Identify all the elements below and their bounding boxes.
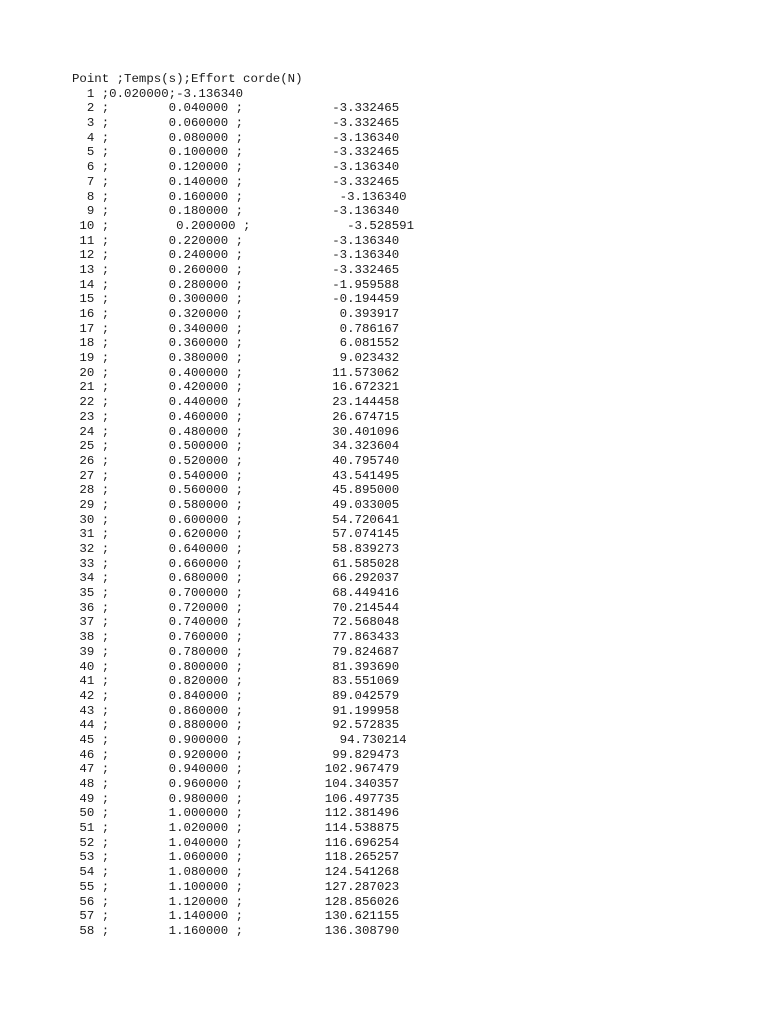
data-line: 18 ; 0.360000 ; 6.081552 (72, 336, 400, 351)
data-line: 29 ; 0.580000 ; 49.033005 (72, 497, 400, 512)
data-line: 49 ; 0.980000 ; 106.497735 (72, 791, 400, 806)
data-line: 26 ; 0.520000 ; 40.795740 (72, 453, 400, 468)
data-line: 12 ; 0.240000 ; -3.136340 (72, 248, 400, 263)
data-line: 58 ; 1.160000 ; 136.308790 (72, 923, 400, 938)
data-line: 36 ; 0.720000 ; 70.214544 (72, 600, 400, 615)
data-line: 32 ; 0.640000 ; 58.839273 (72, 542, 400, 556)
data-line: 23 ; 0.460000 ; 26.674715 (72, 409, 400, 424)
data-line: 41 ; 0.820000 ; 83.551069 (72, 674, 400, 689)
data-line: 53 ; 1.060000 ; 118.265257 (72, 850, 400, 865)
data-line: 6 ; 0.120000 ; -3.136340 (72, 160, 400, 175)
data-line: 33 ; 0.660000 ; 61.585028 (72, 556, 400, 571)
data-line: 25 ; 0.500000 ; 34.323604 (72, 439, 400, 454)
data-line: 55 ; 1.100000 ; 127.287023 (72, 879, 400, 894)
data-line: 11 ; 0.220000 ; -3.136340 (72, 233, 400, 248)
data-line: 24 ; 0.480000 ; 30.401096 (72, 424, 400, 439)
data-line: 4 ; 0.080000 ; -3.136340 (72, 130, 400, 145)
data-line: 30 ; 0.600000 ; 54.720641 (72, 512, 400, 527)
data-line: 51 ; 1.020000 ; 114.538875 (72, 821, 400, 836)
data-line: 35 ; 0.700000 ; 68.449416 (72, 586, 400, 601)
data-line: 46 ; 0.920000 ; 99.829473 (72, 747, 400, 762)
data-line: 16 ; 0.320000 ; 0.393917 (72, 307, 400, 321)
data-line: 50 ; 1.000000 ; 112.381496 (72, 806, 400, 821)
data-line: 40 ; 0.800000 ; 81.393690 (72, 659, 400, 674)
data-line: 21 ; 0.420000 ; 16.672321 (72, 380, 400, 395)
data-line: 10 ; 0.200000 ; -3.528591 (72, 218, 415, 233)
header-line: Point ;Temps(s);Effort corde(N) (72, 72, 303, 86)
data-line: 28 ; 0.560000 ; 45.895000 (72, 483, 400, 498)
data-line: 47 ; 0.940000 ; 102.967479 (72, 762, 400, 777)
data-line: 38 ; 0.760000 ; 77.863433 (72, 630, 400, 645)
data-line: 20 ; 0.400000 ; 11.573062 (72, 365, 400, 380)
data-line: 31 ; 0.620000 ; 57.074145 (72, 527, 400, 542)
data-line: 15 ; 0.300000 ; -0.194459 (72, 292, 400, 307)
data-line: 22 ; 0.440000 ; 23.144458 (72, 395, 400, 410)
data-line: 43 ; 0.860000 ; 91.199958 (72, 703, 400, 718)
data-line: 5 ; 0.100000 ; -3.332465 (72, 145, 400, 160)
data-line: 52 ; 1.040000 ; 116.696254 (72, 835, 400, 850)
data-line: 8 ; 0.160000 ; -3.136340 (72, 189, 407, 204)
data-line: 56 ; 1.120000 ; 128.856026 (72, 894, 400, 909)
data-line: 57 ; 1.140000 ; 130.621155 (72, 909, 400, 924)
data-line: 42 ; 0.840000 ; 89.042579 (72, 688, 400, 703)
data-line: 45 ; 0.900000 ; 94.730214 (72, 732, 407, 747)
data-line: 13 ; 0.260000 ; -3.332465 (72, 262, 400, 277)
data-line: 27 ; 0.540000 ; 43.541495 (72, 468, 400, 483)
data-line: 44 ; 0.880000 ; 92.572835 (72, 718, 400, 733)
data-line: 48 ; 0.960000 ; 104.340357 (72, 777, 400, 791)
data-line: 14 ; 0.280000 ; -1.959588 (72, 277, 400, 292)
data-line: 39 ; 0.780000 ; 79.824687 (72, 644, 400, 659)
data-line: 1 ;0.020000;-3.136340 (72, 86, 244, 101)
data-line: 54 ; 1.080000 ; 124.541268 (72, 865, 400, 880)
data-line: 7 ; 0.140000 ; -3.332465 (72, 174, 400, 189)
data-line: 2 ; 0.040000 ; -3.332465 (72, 101, 400, 116)
data-line: 3 ; 0.060000 ; -3.332465 (72, 116, 400, 131)
data-line: 34 ; 0.680000 ; 66.292037 (72, 571, 400, 586)
data-line: 37 ; 0.740000 ; 72.568048 (72, 615, 400, 630)
data-line: 19 ; 0.380000 ; 9.023432 (72, 351, 400, 366)
data-line: 9 ; 0.180000 ; -3.136340 (72, 204, 400, 219)
data-listing (72, 72, 414, 939)
data-line: 17 ; 0.340000 ; 0.786167 (72, 321, 400, 336)
